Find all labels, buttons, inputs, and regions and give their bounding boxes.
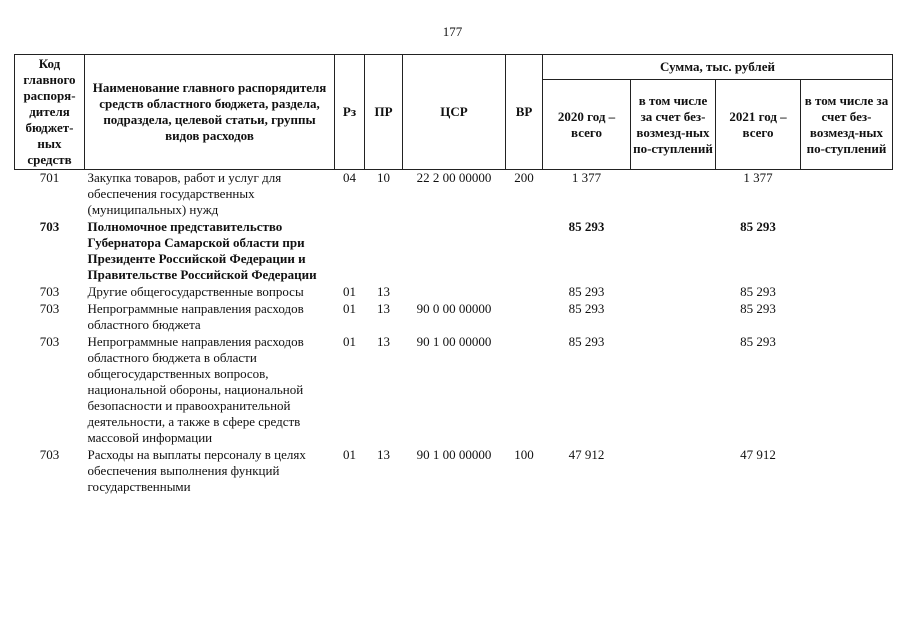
sum-2020-cell: 85 293 [568,284,605,299]
csr-cell: 22 2 00 00000 [416,170,492,185]
sum-2021-cell: 85 293 [740,284,776,299]
header-2020-total: 2020 год – всего [543,80,631,170]
name-cell: Закупка товаров, работ и услуг для обеспечения государственных (муниципальных) нужд [87,170,282,217]
free-2020-cell [631,284,716,301]
free-2021-cell [801,301,893,334]
name-cell: Расходы на выплаты персоналу в целях обеспечения выполнения функций государственными [87,447,306,494]
code-cell: 703 [39,219,60,234]
header-rz: Рз [335,55,365,170]
free-2021-cell [801,219,893,284]
rz-cell: 01 [343,447,356,462]
sum-2021-cell: 85 293 [740,334,776,349]
code-cell: 703 [39,334,60,349]
table-row [15,284,893,301]
csr-cell: 90 1 00 00000 [416,447,492,462]
table-row [15,170,893,220]
sum-2021-cell: 85 293 [740,301,776,316]
header-2021-free: в том числе за счет без-возмезд-ных по-ступлений [801,80,893,170]
csr-cell [403,219,506,284]
name-cell: Непрограммные направления расходов областного бюджета в области общегосударственных вопросов, национальной обороны, национальной безопасности и правоохранительной деятельности, а также в сфере средств массовой информации [87,334,304,445]
pr-cell: 10 [377,170,390,185]
budget-table [14,54,893,496]
sum-2020-cell: 85 293 [568,334,605,349]
header-code: Код главного распоря-дителя бюджет-ных средств [15,55,85,170]
sum-2020-cell: 1 377 [571,170,602,185]
header-2021-total: 2021 год – всего [716,80,801,170]
header-pr: ПР [365,55,403,170]
vr-cell [506,301,543,334]
header-sum-group: Сумма, тыс. рублей [543,55,893,80]
free-2021-cell [801,284,893,301]
sum-2020-cell: 47 912 [568,447,605,462]
rz-cell: 01 [343,284,356,299]
sum-2020-cell: 85 293 [568,219,605,234]
free-2021-cell [801,170,893,220]
table-body [15,170,893,497]
free-2020-cell [631,301,716,334]
name-cell: Непрограммные направления расходов областного бюджета [87,301,304,332]
header-name: Наименование главного распорядителя средств областного бюджета, раздела, подраздела, целевой статьи, группы видов расходов [85,55,335,170]
pr-cell: 13 [377,301,390,316]
name-cell: Полномочное представительство Губернатора Самарской области при Президенте Российской Федерации и Правительстве Российской Федерации [87,219,317,282]
free-2021-cell [801,447,893,496]
sum-2021-cell: 47 912 [740,447,776,462]
free-2020-cell [631,219,716,284]
table-row [15,219,893,284]
rz-cell: 01 [343,301,356,316]
free-2021-cell [801,334,893,447]
vr-cell [506,284,543,301]
sum-2020-cell: 85 293 [568,301,605,316]
sum-2021-cell: 85 293 [740,219,776,234]
code-cell: 703 [39,447,60,462]
pr-cell: 13 [377,334,390,349]
vr-cell: 200 [514,170,534,185]
csr-cell: 90 0 00 00000 [416,301,492,316]
vr-cell [506,334,543,447]
table-row [15,447,893,496]
rz-cell: 01 [343,334,356,349]
table-row [15,301,893,334]
rz-cell: 04 [343,170,356,185]
free-2020-cell [631,447,716,496]
name-cell: Другие общегосударственные вопросы [87,284,304,299]
code-cell: 701 [39,170,60,185]
header-csr: ЦСР [403,55,506,170]
free-2020-cell [631,170,716,220]
rz-cell [335,219,365,284]
pr-cell: 13 [377,284,390,299]
page-number: 177 [442,24,463,39]
vr-cell [506,219,543,284]
pr-cell: 13 [377,447,390,462]
pr-cell [365,219,403,284]
header-vr: ВР [506,55,543,170]
sum-2021-cell: 1 377 [743,170,773,185]
code-cell: 703 [39,284,60,299]
free-2020-cell [631,334,716,447]
vr-cell: 100 [514,447,534,462]
code-cell: 703 [39,301,60,316]
csr-cell: 90 1 00 00000 [416,334,492,349]
csr-cell [403,284,506,301]
table-header [15,55,893,170]
header-2020-free: в том числе за счет без-возмезд-ных по-ступлений [631,80,716,170]
table-row [15,334,893,447]
